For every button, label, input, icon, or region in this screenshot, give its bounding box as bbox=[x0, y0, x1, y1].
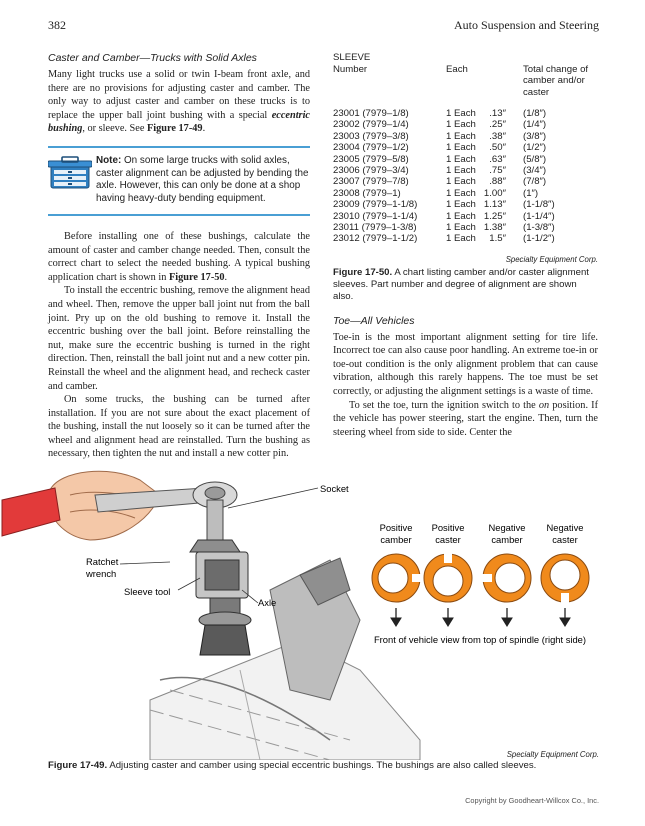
eccentric-sleeves bbox=[372, 522, 589, 645]
change-fraction: (1-3/8″) bbox=[523, 221, 555, 233]
paragraph: Toe-in is the most important alignment setting for tire life. Incorrect toe can also cause poor handling. An extreme toe-in or toe-out condition is the only alignment problem that can cause vibration, although this rarely happens. The toe must be set correctly, or adjusting the alignment settings is a waste of time. bbox=[333, 331, 598, 398]
change-fraction: (1-1/4″) bbox=[523, 210, 555, 222]
socket-and-sleeve-tool-drawing bbox=[190, 500, 251, 655]
change-decimal: .75″ bbox=[489, 164, 506, 176]
paragraph bbox=[48, 230, 310, 284]
change-fraction: (1/8″) bbox=[523, 108, 547, 119]
note-box bbox=[48, 146, 310, 216]
quantity: 1 Each bbox=[446, 108, 476, 119]
change-decimal: .50″ bbox=[489, 142, 506, 154]
label-ratchet-wrench: wrench bbox=[86, 568, 117, 579]
sleeve-label: camber bbox=[491, 534, 523, 545]
change-decimal: .13″ bbox=[489, 108, 506, 119]
change-fraction: (5/8″) bbox=[523, 153, 547, 165]
text-run: . bbox=[202, 123, 206, 135]
sleeve-label: Positive bbox=[379, 522, 413, 533]
arrow-down-icon bbox=[391, 618, 401, 626]
quantity: 1 Each bbox=[446, 233, 476, 245]
quantity: 1 Each bbox=[446, 221, 476, 233]
change-fraction: (1-1/2″) bbox=[523, 233, 555, 245]
sleeve-positive-camber bbox=[372, 554, 422, 602]
change-decimal: 1.5″ bbox=[489, 233, 506, 245]
change-decimal: 1.38″ bbox=[483, 221, 506, 233]
toolbox-icon bbox=[48, 156, 92, 190]
sleeve-negative-caster bbox=[541, 554, 589, 603]
figure-reference: Figure 17-49 bbox=[146, 123, 203, 135]
quantity: 1 Each bbox=[446, 176, 476, 188]
sleeve-label: Positive bbox=[431, 522, 465, 533]
sleeve-positive-caster bbox=[424, 553, 472, 602]
label-socket: Socket bbox=[320, 483, 349, 494]
section-heading-caster-camber: Caster and Camber—Trucks with Solid Axles bbox=[48, 52, 257, 64]
sleeve-negative-camber bbox=[482, 554, 531, 602]
note-text bbox=[96, 155, 310, 205]
change-decimal: 1.25″ bbox=[483, 210, 506, 222]
figure-credit: Specialty Equipment Corp. bbox=[506, 750, 599, 759]
table-row bbox=[333, 188, 598, 199]
change-fraction: (7/8″) bbox=[523, 176, 547, 188]
table-row bbox=[333, 119, 598, 130]
table-row bbox=[333, 233, 598, 244]
table-row bbox=[333, 199, 598, 210]
column-header-number: Number bbox=[333, 63, 368, 75]
change-fraction: (1″) bbox=[523, 187, 539, 199]
part-number: 23012 (7979–1-1/2) bbox=[333, 233, 418, 245]
part-number: 23001 (7979–1/8) bbox=[333, 108, 409, 119]
quantity: 1 Each bbox=[446, 187, 476, 199]
label-ratchet-wrench: Ratchet bbox=[86, 556, 119, 567]
direction-arrows bbox=[391, 608, 570, 626]
table-row bbox=[333, 211, 598, 222]
quantity: 1 Each bbox=[446, 142, 476, 154]
quantity: 1 Each bbox=[446, 164, 476, 176]
change-decimal: .63″ bbox=[489, 153, 506, 165]
running-header: Auto Suspension and Steering bbox=[454, 18, 599, 32]
part-number: 23007 (7979–7/8) bbox=[333, 176, 409, 188]
change-decimal: .88″ bbox=[489, 176, 506, 188]
change-fraction: (1/2″) bbox=[523, 142, 547, 154]
figure-17-49-illustration bbox=[0, 440, 645, 760]
text-run: , or sleeve. See bbox=[82, 123, 147, 135]
figure-credit: Specialty Equipment Corp. bbox=[505, 254, 598, 264]
column-header-change: Total change of bbox=[523, 63, 589, 75]
column-header-change: caster bbox=[523, 86, 550, 98]
change-fraction: (3/4″) bbox=[523, 164, 547, 176]
caption-text: A chart listing camber and/or caster alignment sleeves. Part number and degree of alignment are shown also. bbox=[333, 266, 589, 302]
quantity: 1 Each bbox=[446, 199, 476, 211]
sleeve-label: caster bbox=[435, 534, 461, 545]
part-number: 23003 (7979–3/8) bbox=[333, 130, 409, 142]
table-row bbox=[333, 176, 598, 187]
sleeve-label: Negative bbox=[488, 522, 526, 533]
change-decimal: 1.13″ bbox=[483, 199, 506, 211]
page-number: 382 bbox=[48, 18, 66, 32]
text-run: To set the toe, turn the ignition switch to the bbox=[349, 399, 539, 411]
table-row bbox=[333, 165, 598, 176]
text-run: position. If the vehicle has power steering, start the engine. Then, turn the steering wheel from side to side. Center the bbox=[333, 399, 599, 438]
part-number: 23005 (7979–5/8) bbox=[333, 153, 409, 165]
change-fraction: (3/8″) bbox=[523, 130, 547, 142]
left-column bbox=[48, 52, 310, 461]
view-direction-label: Front of vehicle view from top of spindle (right side) bbox=[373, 634, 587, 645]
note-body: On some large trucks with solid axles, caster alignment can be adjusted by bending the axle. However, this can only be done at a shop having heavy-duty bending equipment. bbox=[96, 154, 309, 204]
column-header-each: Each bbox=[446, 63, 468, 75]
change-decimal: .38″ bbox=[489, 130, 506, 142]
paragraph bbox=[48, 68, 310, 136]
copyright-footer: Copyright by Goodheart-Willcox Co., Inc. bbox=[465, 796, 599, 805]
paragraph: To install the eccentric bushing, remove the alignment head and wheel. Then, remove the upper ball joint nut from the ball joint. Pry up on the old bushing to remove it. Install the eccentric bushing over the ball joint. Before reinstalling the nut, make sure the eccentric bushing is turned in the right direction. Then, reinstall the ball joint nut and a new cotter pin. Reinstall the wheel and the alignment head, and recheck caster and camber. bbox=[48, 285, 310, 392]
change-fraction: (1/4″) bbox=[523, 119, 547, 131]
text-run: Before installing one of these bushings, calculate the amount of caster and camber change needed. Then, consult the correct chart to select the needed bushing. A typical bushing application chart is shown in bbox=[48, 230, 310, 283]
label-sleeve-tool: Sleeve tool bbox=[124, 586, 171, 597]
part-number: 23011 (7979–1-3/8) bbox=[333, 221, 417, 233]
change-fraction: (1-1/8″) bbox=[523, 199, 555, 211]
right-column bbox=[333, 52, 598, 439]
part-number: 23010 (7979–1-1/4) bbox=[333, 210, 418, 222]
arrow-down-icon bbox=[560, 618, 570, 626]
text-run: Many light trucks use a solid or twin I-beam front axle, and there are no provisions for adjusting caster and camber. The only way to adjust caster and camber on these trucks is to replace the upper ball joint bushing with a special bbox=[48, 69, 310, 121]
quantity: 1 Each bbox=[446, 210, 476, 222]
label-axle: Axle bbox=[258, 597, 277, 608]
quantity: 1 Each bbox=[446, 130, 476, 142]
quantity: 1 Each bbox=[446, 119, 476, 131]
change-decimal: 1.00″ bbox=[483, 187, 506, 199]
part-number: 23002 (7979–1/4) bbox=[333, 119, 409, 131]
table-row bbox=[333, 154, 598, 165]
note-label: Note: bbox=[96, 154, 122, 166]
key-term: eccentric bushing bbox=[48, 109, 310, 135]
part-number: 23008 (7979–1) bbox=[333, 187, 401, 199]
figure-caption bbox=[48, 760, 608, 772]
change-decimal: .25″ bbox=[489, 119, 506, 131]
part-number: 23009 (7979–1-1/8) bbox=[333, 199, 418, 211]
text-run: . bbox=[224, 271, 228, 283]
caption-label: Figure 17-50. bbox=[333, 266, 393, 278]
paragraph bbox=[333, 399, 598, 440]
sleeve-table-header bbox=[333, 52, 598, 108]
paragraph: On some trucks, the bushing can be turned after installation. If you are not sure about the exact placement of the bushing, install the nut loosely so it can be turned after the wheel and alignment head are reinstalled. Turn the bushing as necessary, then tighten the nut and install a new cotter pin. bbox=[48, 394, 310, 460]
section-heading-toe: Toe—All Vehicles bbox=[333, 314, 415, 327]
figure-reference: Figure 17-50 bbox=[168, 271, 225, 283]
table-row bbox=[333, 131, 598, 142]
table-title: SLEEVE bbox=[333, 52, 371, 63]
sleeve-label: camber bbox=[380, 534, 412, 545]
arrow-down-icon bbox=[502, 618, 512, 626]
caption-label: Figure 17-49. bbox=[48, 760, 108, 771]
table-row bbox=[333, 142, 598, 153]
sleeve-label: Negative bbox=[546, 522, 584, 533]
sleeve-label: caster bbox=[552, 534, 578, 545]
figure-caption bbox=[333, 267, 598, 303]
quantity: 1 Each bbox=[446, 153, 476, 165]
sleeve-table-body bbox=[333, 108, 598, 245]
arrow-down-icon bbox=[443, 618, 453, 626]
part-number: 23004 (7979–1/2) bbox=[333, 142, 409, 154]
column-header-change: camber and/or bbox=[523, 75, 585, 86]
emphasis: on bbox=[538, 399, 550, 411]
caption-text: Adjusting caster and camber using special eccentric bushings. The bushings are also called sleeves. bbox=[107, 760, 537, 771]
table-row bbox=[333, 222, 598, 233]
table-row bbox=[333, 108, 598, 119]
part-number: 23006 (7979–3/4) bbox=[333, 164, 409, 176]
